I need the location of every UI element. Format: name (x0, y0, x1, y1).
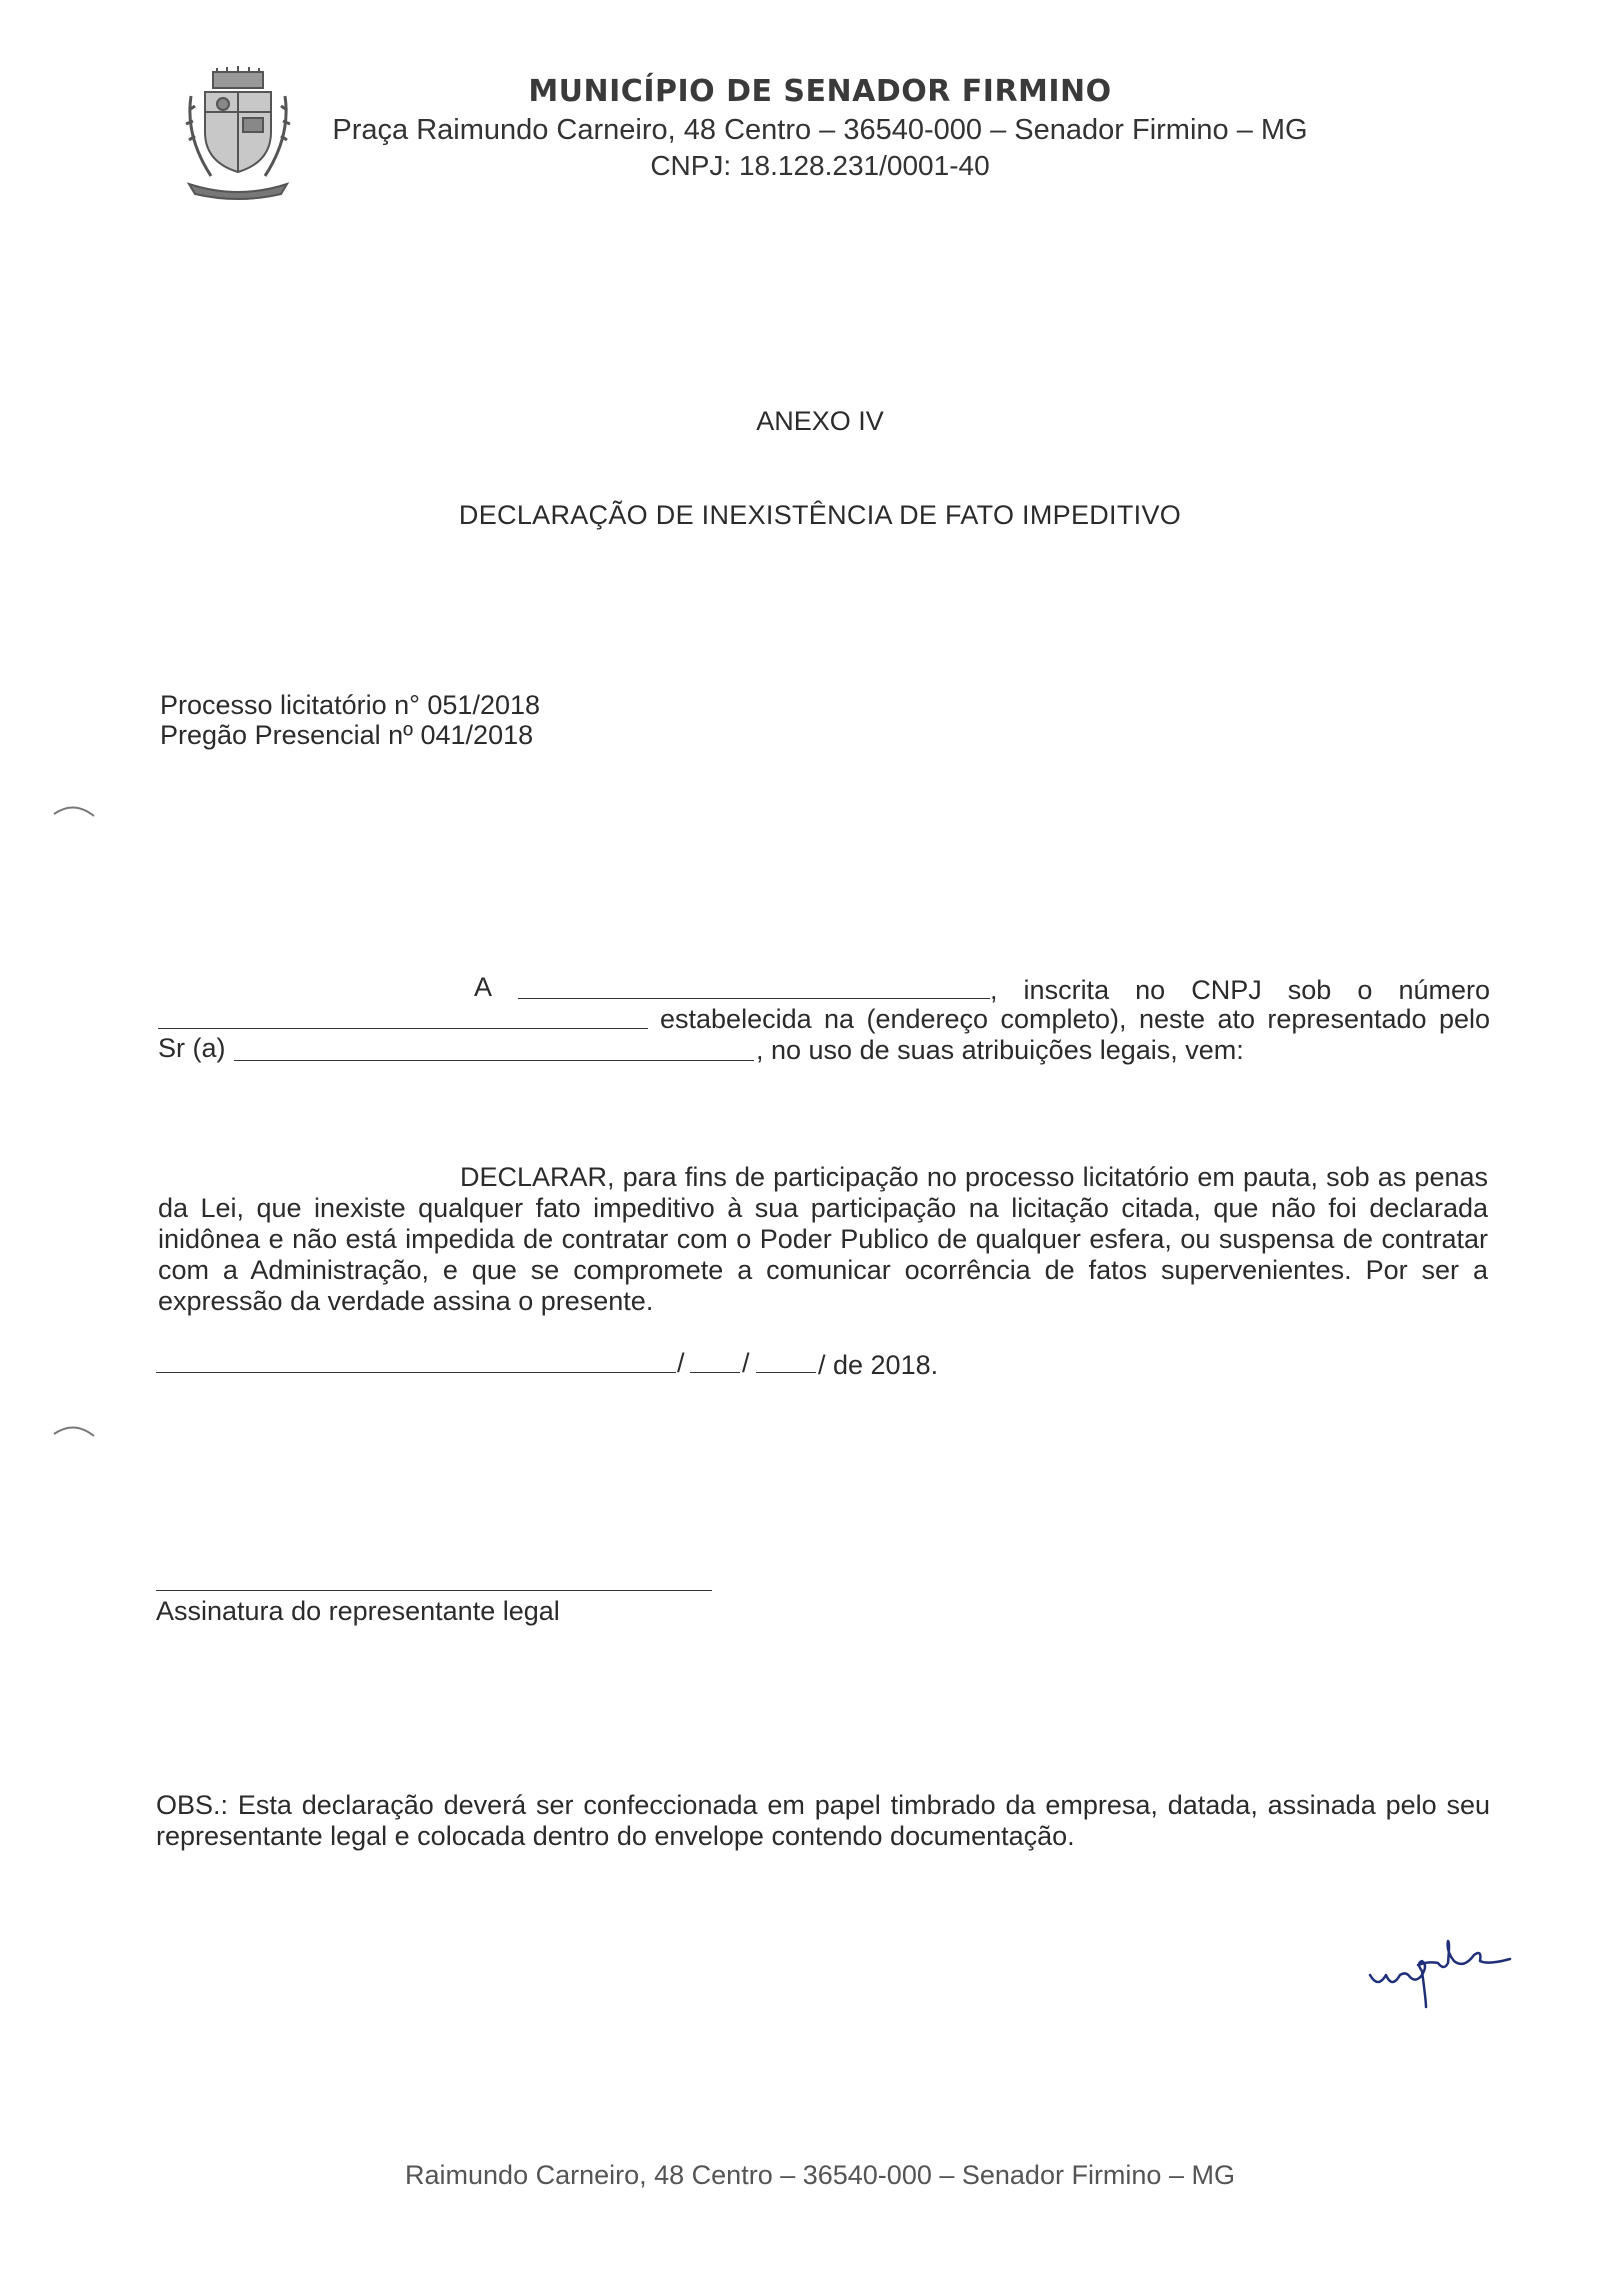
footer-address: Raimundo Carneiro, 48 Centro – 36540-000 – Senador Firmino – MG (405, 2160, 1235, 2190)
date-slash: / (677, 1348, 685, 1378)
process-number: Processo licitatório n° 051/2018 (160, 690, 541, 720)
date-year: / de 2018. (818, 1350, 939, 1380)
month-blank[interactable] (756, 1372, 816, 1373)
margin-mark-icon (50, 1420, 98, 1440)
declaration-paragraph (158, 1162, 1488, 1317)
place-blank[interactable] (156, 1372, 676, 1373)
declaration-text: DECLARAR, para fins de participação no processo licitatório em pauta, sob as penas da Lei, que inexiste qualquer fato impeditivo à sua participação na licitação citada, que não foi declarada inidônea e não está impedida de contratar com o Poder Publico de qualquer esfera, ou suspensa de contratar com a Administração, e que se compromete a comunicar ocorrência de fatos supervenientes. Por ser a expressão da verdade assina o presente. (158, 1162, 1488, 1316)
date-slash: / (742, 1348, 750, 1378)
municipality-cnpj: CNPJ: 18.128.231/0001-40 (650, 150, 990, 181)
intro-a: A (474, 972, 493, 1002)
intro-sr: Sr (a) (158, 1033, 226, 1063)
signature-line[interactable] (156, 1590, 712, 1591)
company-name-blank[interactable] (518, 998, 990, 999)
declaration-title: DECLARAÇÃO DE INEXISTÊNCIA DE FATO IMPEDITIVO (458, 500, 1182, 530)
intro-estabelecida: estabelecida na (endereço completo), neste ato representado pelo (660, 1004, 1490, 1034)
intro-uso: , no uso de suas atribuições legais, vem: (756, 1035, 1244, 1065)
cnpj-number-blank[interactable] (158, 1028, 648, 1029)
day-blank[interactable] (690, 1372, 740, 1373)
pregao-number: Pregão Presencial nº 041/2018 (160, 720, 534, 750)
intro-inscrita: , inscrita no CNPJ sob o número (990, 975, 1490, 1005)
handwritten-initials-icon (1360, 1935, 1550, 2015)
municipality-address: Praça Raimundo Carneiro, 48 Centro – 36540-000 – Senador Firmino – MG (332, 114, 1308, 146)
annex-title: ANEXO IV (756, 406, 884, 436)
signature-caption: Assinatura do representante legal (156, 1596, 560, 1626)
margin-mark-icon (50, 800, 98, 820)
municipality-name: MUNICÍPIO DE SENADOR FIRMINO (528, 74, 1112, 109)
representative-name-blank[interactable] (234, 1060, 754, 1061)
observation-note: OBS.: Esta declaração deverá ser confeccionada em papel timbrado da empresa, datada, assinada pelo seu representante legal e colocada dentro do envelope contendo documentação. (156, 1790, 1490, 1851)
coat-of-arms-icon (183, 66, 293, 202)
